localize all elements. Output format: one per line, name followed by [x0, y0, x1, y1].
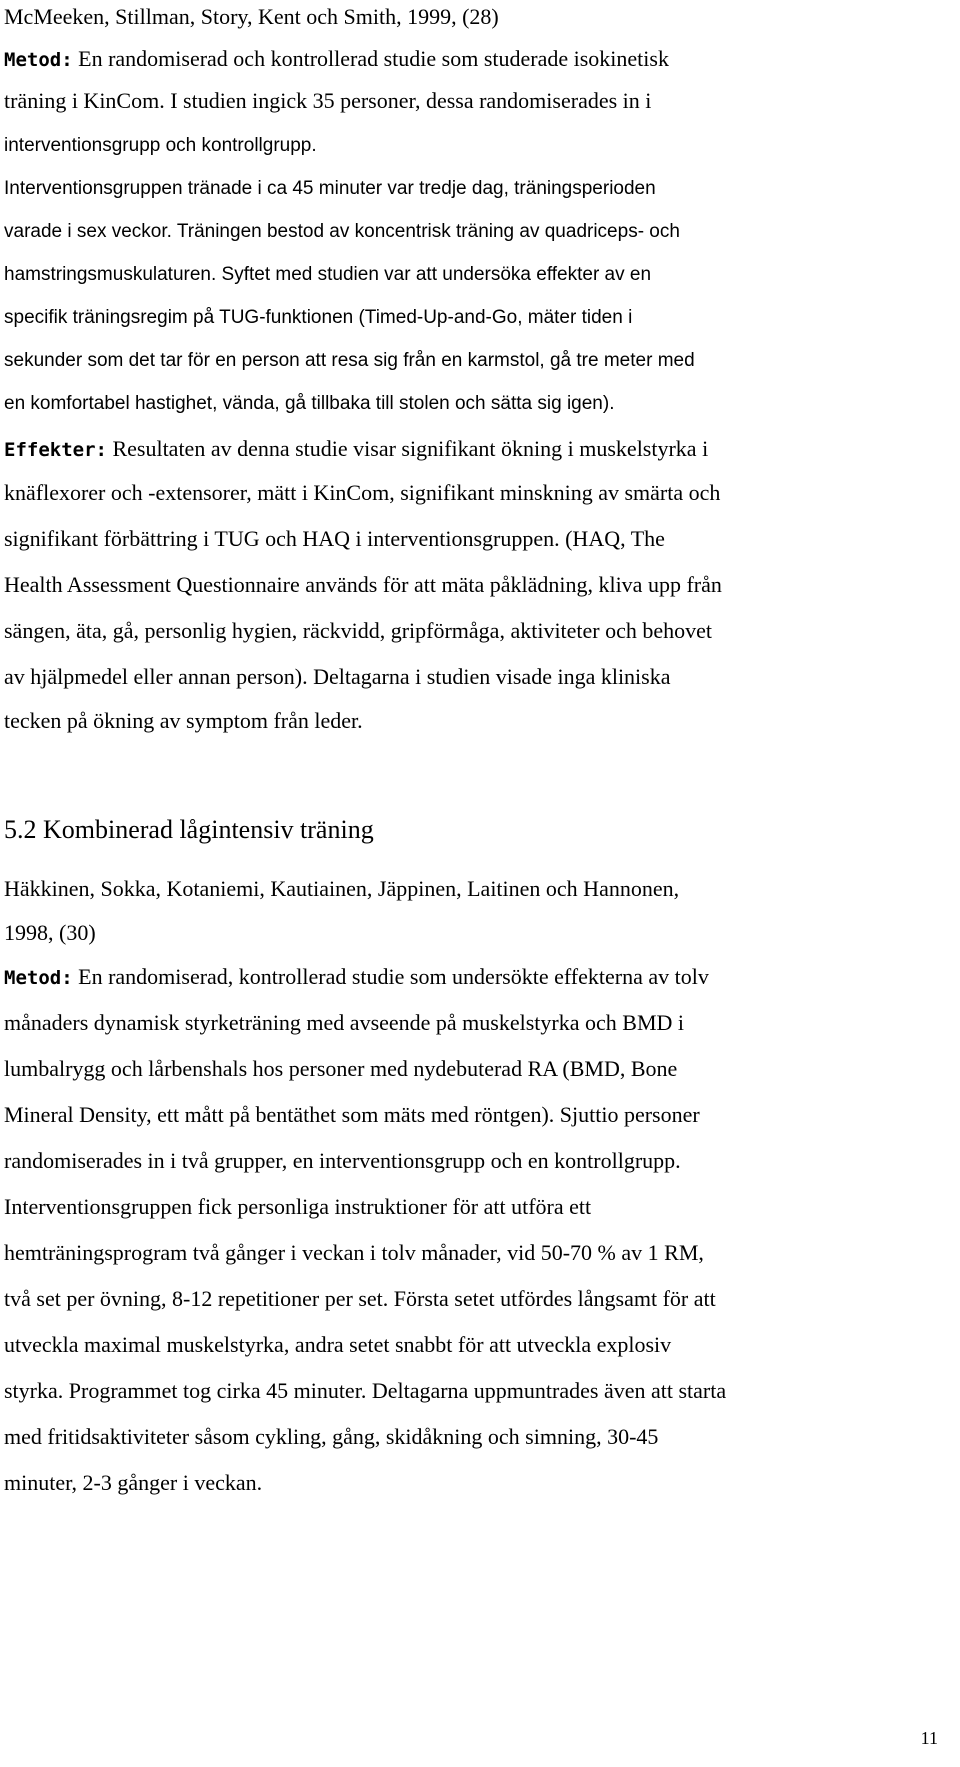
body-line: Interventionsgruppen fick personliga instruktioner för att utföra ett	[4, 1194, 592, 1219]
body-line: träning i KinCom. I studien ingick 35 personer, dessa randomiserades in i	[4, 88, 652, 113]
method-line	[4, 964, 709, 991]
body-line: med fritidsaktiviteter såsom cykling, gång, skidåkning och simning, 30-45	[4, 1424, 659, 1449]
method-label: Metod:	[4, 967, 73, 989]
body-line: utveckla maximal muskelstyrka, andra setet snabbt för att utveckla explosiv	[4, 1332, 672, 1357]
method-text: En randomiserad och kontrollerad studie som studerade isokinetisk	[72, 46, 669, 71]
body-line: hamstringsmuskulaturen. Syftet med studien var att undersöka effekter av en	[4, 264, 652, 285]
method-line	[4, 46, 669, 73]
reference-line: Häkkinen, Sokka, Kotaniemi, Kautiainen, Jäppinen, Laitinen och Hannonen,	[4, 876, 680, 901]
body-line: knäflexorer och -extensorer, mätt i KinCom, signifikant minskning av smärta och	[4, 480, 721, 505]
body-line: varade i sex veckor. Träningen bestod av koncentrisk träning av quadriceps- och	[4, 221, 680, 242]
body-line: lumbalrygg och lårbenshals hos personer med nydebuterad RA (BMD, Bone	[4, 1056, 678, 1081]
body-line: minuter, 2-3 gånger i veckan.	[4, 1470, 263, 1495]
body-line: Mineral Density, ett mått på bentäthet som mäts med röntgen). Sjuttio personer	[4, 1102, 700, 1127]
page-number: 11	[920, 1728, 938, 1748]
section-heading: 5.2 Kombinerad lågintensiv träning	[4, 815, 374, 844]
method-label: Metod:	[4, 49, 73, 71]
body-line: signifikant förbättring i TUG och HAQ i interventionsgruppen. (HAQ, The	[4, 526, 665, 551]
reference-line: 1998, (30)	[4, 920, 96, 945]
effects-line	[4, 436, 708, 463]
body-line: interventionsgrupp och kontrollgrupp.	[4, 135, 317, 156]
effects-text: Resultaten av denna studie visar signifikant ökning i muskelstyrka i	[106, 436, 709, 461]
body-line: en komfortabel hastighet, vända, gå tillbaka till stolen och sätta sig igen).	[4, 393, 615, 414]
effects-label: Effekter:	[4, 439, 107, 461]
method-text: En randomiserad, kontrollerad studie som undersökte effekterna av tolv	[72, 964, 709, 989]
body-line: Interventionsgruppen tränade i ca 45 minuter var tredje dag, träningsperioden	[4, 178, 656, 199]
body-line: hemträningsprogram två gånger i veckan i tolv månader, vid 50-70 % av 1 RM,	[4, 1240, 704, 1265]
body-line: sekunder som det tar för en person att resa sig från en karmstol, gå tre meter med	[4, 350, 695, 371]
body-line: Health Assessment Questionnaire används för att mäta påklädning, kliva upp från	[4, 572, 722, 597]
body-line: randomiserades in i två grupper, en interventionsgrupp och en kontrollgrupp.	[4, 1148, 681, 1173]
body-line: av hjälpmedel eller annan person). Deltagarna i studien visade inga kliniska	[4, 664, 671, 689]
body-line: specifik träningsregim på TUG-funktionen (Timed-Up-and-Go, mäter tiden i	[4, 307, 633, 328]
body-line: styrka. Programmet tog cirka 45 minuter. Deltagarna uppmuntrades även att starta	[4, 1378, 727, 1403]
body-line: tecken på ökning av symptom från leder.	[4, 708, 363, 733]
body-line: månaders dynamisk styrketräning med avseende på muskelstyrka och BMD i	[4, 1010, 685, 1035]
body-line: två set per övning, 8-12 repetitioner per set. Första setet utfördes långsamt för att	[4, 1286, 716, 1311]
body-line: sängen, äta, gå, personlig hygien, räckvidd, gripförmåga, aktiviteter och behovet	[4, 618, 713, 643]
reference-line: McMeeken, Stillman, Story, Kent och Smith, 1999, (28)	[4, 4, 499, 29]
